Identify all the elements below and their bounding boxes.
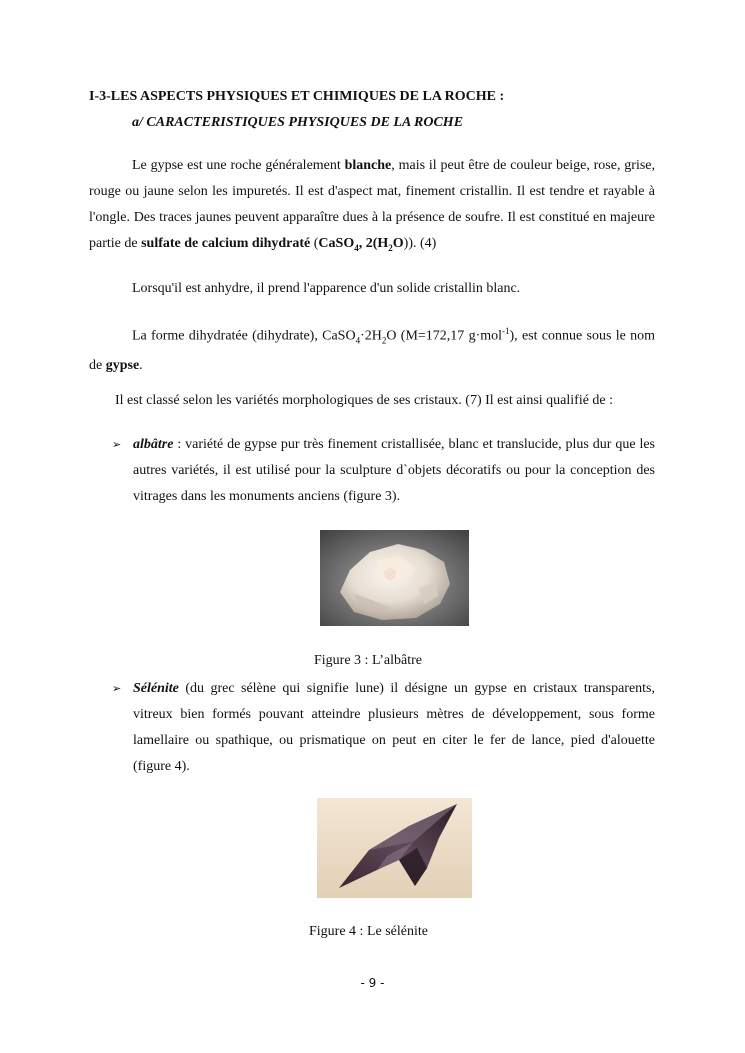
formula-part: , 2(H: [358, 236, 389, 251]
figure-albatre-image: [320, 530, 469, 626]
formula-part: O: [392, 236, 404, 251]
formula-subscript: 2: [388, 242, 393, 253]
formula-subscript: 2: [381, 335, 387, 346]
text-run: ), est connue sous le nom de: [89, 328, 656, 374]
bold-italic-term: albâtre: [133, 437, 174, 452]
arrow-bullet-icon: ➢: [112, 438, 122, 451]
section-heading: I-3-LES ASPECTS PHYSIQUES ET CHIMIQUES DE LA ROCHE :: [89, 89, 505, 104]
text-run: , mais il peut être de couleur beige, rose, grise, rouge ou jaune selon les impuretés. Il est d'aspect mat, finement cristallin. Il est tendre et rayable à l'ongle. Des traces jaunes peuvent apparaître dues à la présence de soufre. Il est constitué en majeure partie de: [89, 158, 655, 251]
paragraph-varietes: Il est classé selon les variétés morphologiques de ses cristaux. (7) Il est ainsi qualifié de :: [115, 393, 614, 408]
bold-term: blanche: [344, 158, 392, 173]
formula-superscript: -1: [502, 326, 510, 336]
bold-italic-term: Sélénite: [133, 681, 179, 696]
text-run: (du grec sélène qui signifie lune) il désigne un gypse en cristaux transparents, vitreux bien formés pouvant atteindre plusieurs mètres de développement, sous forme lamellaire ou spathique, ou prismatique on peut en citer le fer de lance, pied d'alouette (figure 4).: [133, 681, 655, 774]
formula-subscript: 4: [354, 242, 359, 253]
paragraph-anhydre: Lorsqu'il est anhydre, il prend l'apparence d'un solide cristallin blanc.: [132, 281, 521, 296]
bold-term: gypse: [105, 358, 140, 374]
text-run: : variété de gypse pur très finement cristallisée, blanc et translucide, plus dur que les autres variétés, il est utilisé pour la sculpture d`objets décoratifs ou pour la conception des vitrages dans les monuments anciens (figure 3).: [133, 437, 655, 504]
chemical-formula: [318, 236, 403, 251]
paragraph-description: [89, 153, 655, 261]
text-run: O (M=172,17 g·mol: [386, 328, 503, 344]
figure-4-caption: Figure 4 : Le sélénite: [309, 924, 428, 939]
formula-subscript: 4: [355, 335, 361, 346]
subsection-heading: a/ CARACTERISTIQUES PHYSIQUES DE LA ROCHE: [132, 115, 464, 130]
text-run: Le gypse est une roche généralement: [132, 158, 345, 173]
text-run: )). (4): [403, 236, 437, 251]
text-run: .: [139, 358, 143, 374]
list-item-albatre: [112, 432, 655, 510]
bold-term: sulfate de calcium dihydraté: [141, 236, 311, 251]
paragraph-dihydrate: [89, 318, 655, 379]
arrow-bullet-icon: ➢: [112, 682, 122, 695]
formula-part: CaSO: [318, 236, 355, 251]
figure-selenite-image: [317, 798, 472, 898]
page-number: - 9 -: [360, 976, 385, 990]
list-item-selenite: [112, 676, 655, 780]
text-run: ·2H: [360, 328, 382, 344]
list-item-body: [133, 676, 655, 780]
list-item-body: [133, 432, 655, 510]
text-run: La forme dihydratée (dihydrate), CaSO: [132, 328, 356, 344]
figure-3-caption: Figure 3 : L’albâtre: [314, 653, 422, 668]
text-run: (: [310, 236, 319, 251]
